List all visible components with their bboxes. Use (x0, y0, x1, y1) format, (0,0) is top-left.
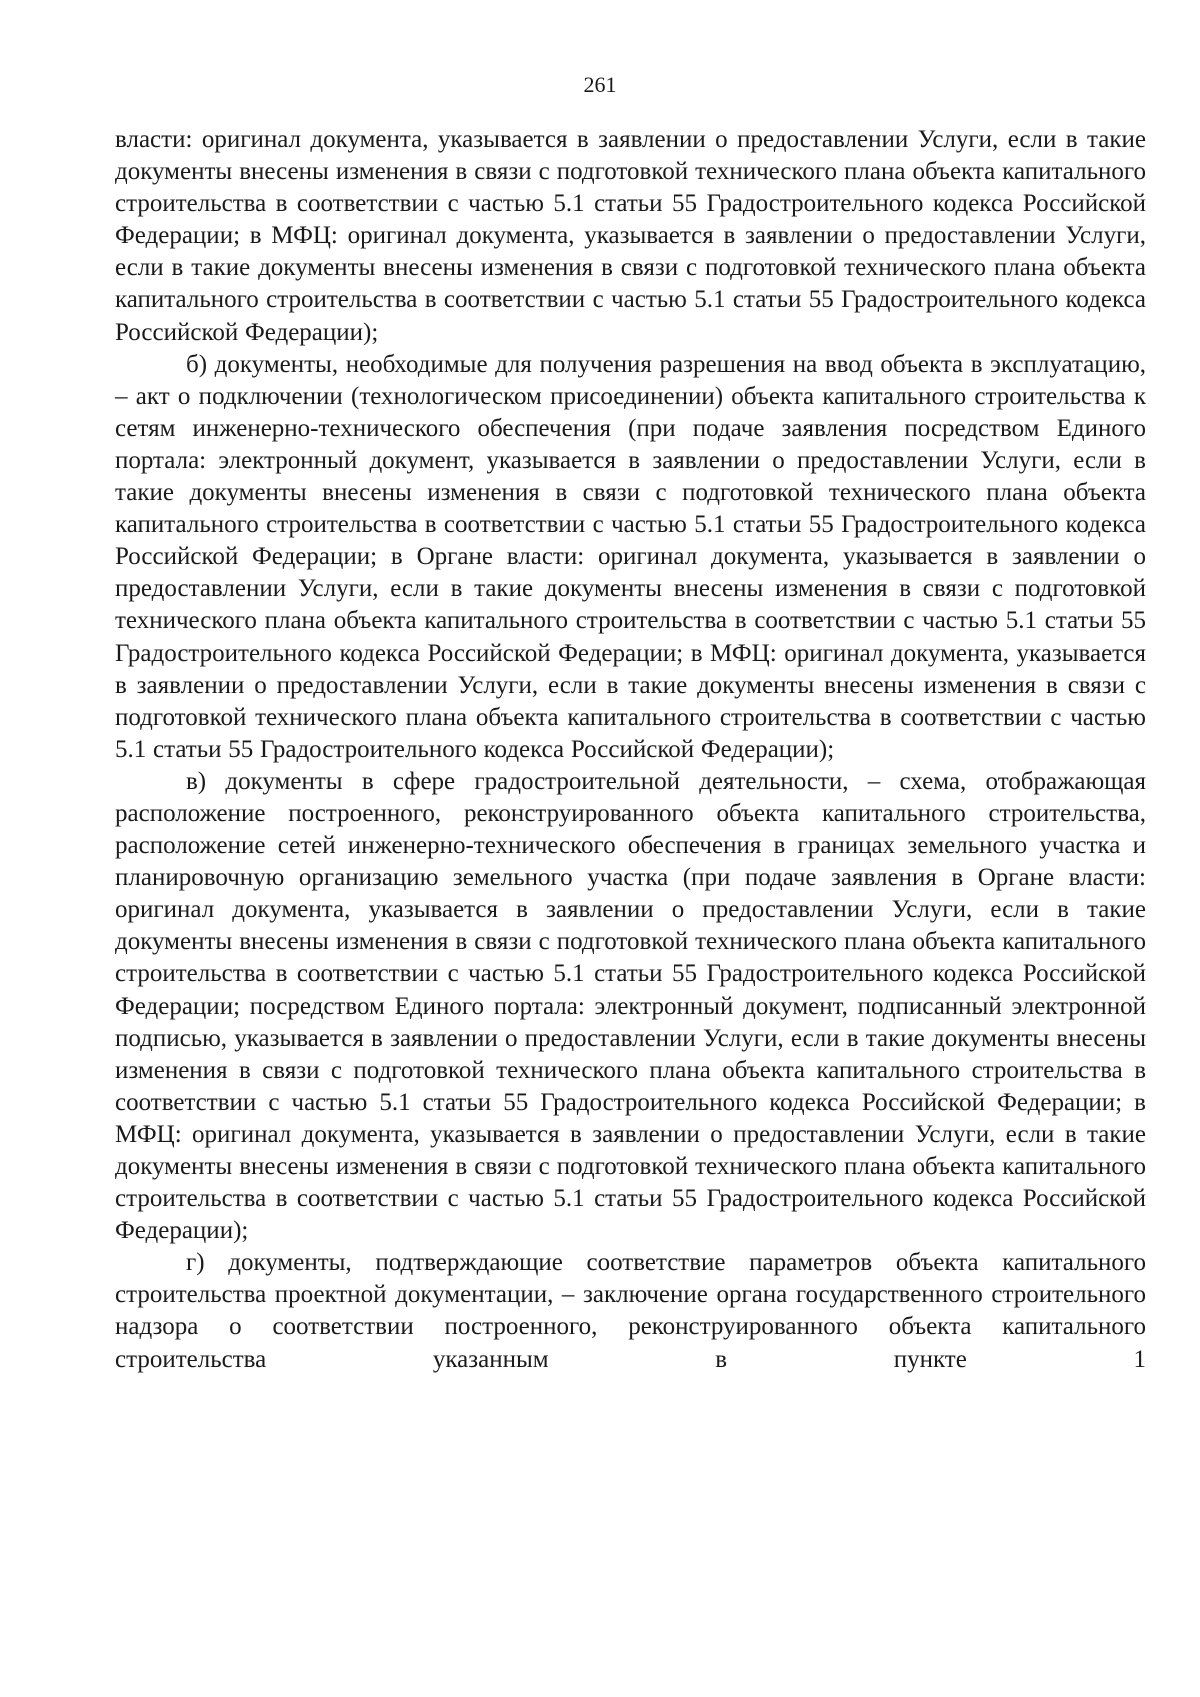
document-body (115, 124, 1146, 1376)
paragraph-continuation: власти: оригинал документа, указывается в заявлении о предоставлении Услуги, если в такие документы внесены изменения в связи с подготовкой технического плана объекта капитального строительства в соответствии с частью 5.1 статьи 55 Градостроительного кодекса Российской Федерации; в МФЦ: оригинал документа, указывается в заявлении о предоставлении Услуги, если в такие документы внесены изменения в связи с подготовкой технического плана объекта капитального строительства в соответствии с частью 5.1 статьи 55 Градостроительного кодекса Российской Федерации); (115, 126, 1146, 346)
page-number: 261 (583, 72, 617, 97)
paragraph-item-g: г) документы, подтверждающие соответствие параметров объекта капитального строительства проектной документации, – заключение органа государственного строительного надзора о соответствии построенного, реконструированного объекта капитального строительства указанным в пункте 1 (115, 1249, 1146, 1373)
paragraph-item-b: б) документы, необходимые для получения разрешения на ввод объекта в эксплуатацию, – акт о подключении (технологическом присоединении) объекта капитального строительства к сетям инженерно-технического обеспечения (при подаче заявления посредством Единого портала: электронный документ, указывается в заявлении о предоставлении Услуги, если в такие документы внесены изменения в связи с подготовкой технического плана объекта капитального строительства в соответствии с частью 5.1 статьи 55 Градостроительного кодекса Российской Федерации; в Органе власти: оригинал документа, указывается в заявлении о предоставлении Услуги, если в такие документы внесены изменения в связи с подготовкой технического плана объекта капитального строительства в соответствии с частью 5.1 статьи 55 Градостроительного кодекса Российской Федерации; в МФЦ: оригинал документа, указывается в заявлении о предоставлении Услуги, если в такие документы внесены изменения в связи с подготовкой технического плана объекта капитального строительства в соответствии с частью 5.1 статьи 55 Градостроительного кодекса Российской Федерации); (115, 350, 1146, 763)
paragraph-item-v: в) документы в сфере градостроительной деятельности, – схема, отображающая расположение построенного, реконструированного объекта капитального строительства, расположение сетей инженерно-технического обеспечения в границах земельного участка и планировочную организацию земельного участка (при подаче заявления в Органе власти: оригинал документа, указывается в заявлении о предоставлении Услуги, если в такие документы внесены изменения в связи с подготовкой технического плана объекта капитального строительства в соответствии с частью 5.1 статьи 55 Градостроительного кодекса Российской Федерации; посредством Единого портала: электронный документ, подписанный электронной подписью, указывается в заявлении о предоставлении Услуги, если в такие документы внесены изменения в связи с подготовкой технического плана объекта капитального строительства в соответствии с частью 5.1 статьи 55 Градостроительного кодекса Российской Федерации; в МФЦ: оригинал документа, указывается в заявлении о предоставлении Услуги, если в такие документы внесены изменения в связи с подготовкой технического плана объекта капитального строительства в соответствии с частью 5.1 статьи 55 Градостроительного кодекса Российской Федерации); (115, 767, 1146, 1245)
